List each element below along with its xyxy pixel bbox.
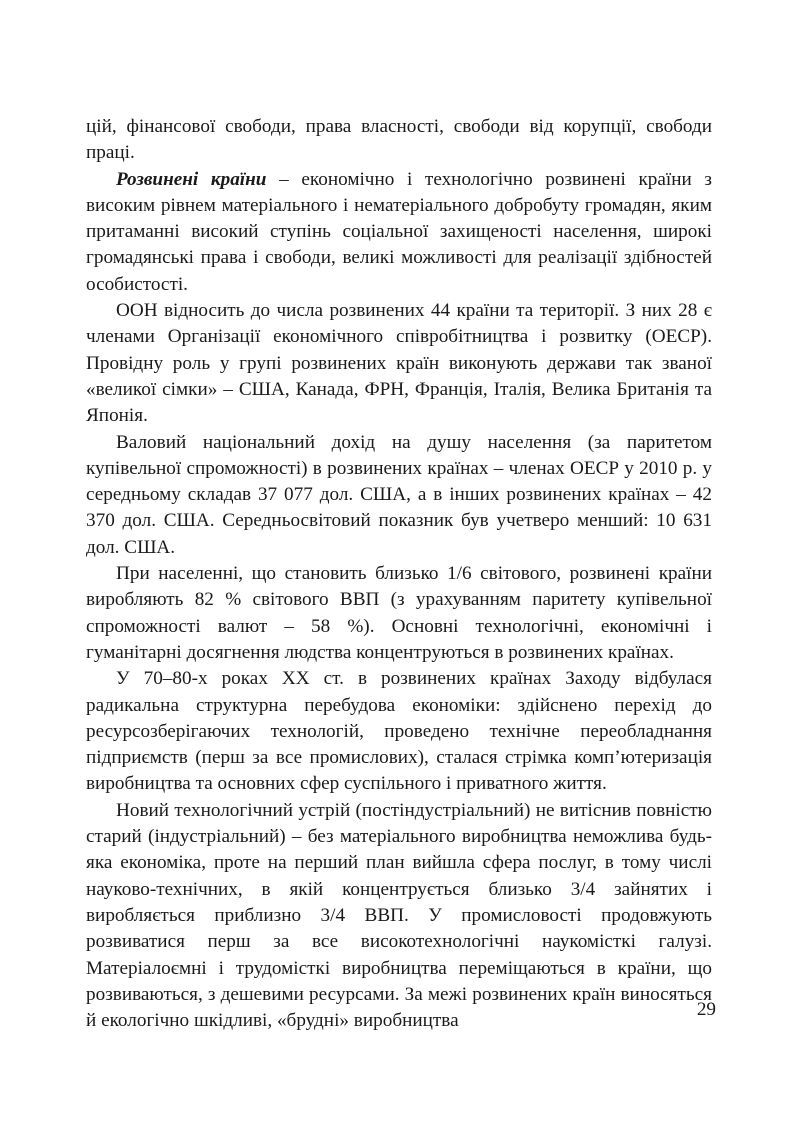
paragraph-un-classification [86, 298, 712, 429]
paragraph-gdp-share [86, 561, 712, 666]
defined-term: Розвинені країни [116, 168, 267, 190]
paragraph-text: При населенні, що становить близько 1/6 світового, розвинені країни виробляють 82 % світового ВВП (з урахуванням паритету купівельної спроможності валют – 58 %). Основні технологічні, економічні і гуманітарні досягнення людства концентруються в розвинених країнах. [86, 563, 712, 663]
page-number: 29 [696, 999, 716, 1020]
paragraph-post-industrial [86, 798, 712, 1035]
page-body [86, 114, 712, 1034]
paragraph-text: цій, фінансової свободи, права власності, свободи від корупції, свободи праці. [86, 116, 712, 164]
paragraph-developed-countries-definition [86, 167, 712, 298]
paragraph-text: У 70–80-х роках ХХ ст. в розвинених країнах Заходу відбулася радикальна структурна перебудова економіки: здійснено перехід до ресурсозберігаючих технологій, проведено технічне переобладнання підприємств (перш за все промислових), сталася стрімка комп’ютеризація виробництва та основних сфер суспільного і приватного життя. [86, 668, 712, 795]
paragraph-text: ООН відносить до числа розвинених 44 країни та території. З них 28 є членами Організації економічного співробітництва і розвитку (ОЕСР). Провідну роль у групі розвинених країн виконують держави так званої «великої сімки» – США, Канада, ФРН, Франція, Італія, Велика Британія та Японія. [86, 300, 712, 427]
paragraph-text: Валовий національний дохід на душу населення (за паритетом купівельної спроможності) в розвинених країнах – членах ОЕСР у 2010 р. у середньому складав 37 077 дол. США, а в інших розвинених країнах – 42 370 дол. США. Середньосвітовий показник був учетверо менший: 10 631 дол. США. [86, 431, 712, 558]
paragraph-continued [86, 114, 712, 167]
paragraph-gni-per-capita [86, 430, 712, 561]
paragraph-structural-restructuring [86, 666, 712, 797]
paragraph-text: – економічно і технологічно розвинені країни з високим рівнем матеріального і нематеріального добробуту громадян, яким притаманні високий ступінь соціальної захищеності населення, широкі громадянські права і свободи, великі можливості для реалізації здібностей особистості. [86, 168, 712, 295]
paragraph-text: Новий технологічний устрій (постіндустріальний) не витіснив повністю старий (індустріальний) – без матеріального виробництва неможлива будь-яка економіка, проте на перший план вийшла сфера послуг, в тому числі науково-технічних, в якій концентрується близько 3/4 зайнятих і виробляється приблизно 3/4 ВВП. У промисловості продовжують розвиватися перш за все високотехнологічні наукомісткі галузі. Матеріалоємні і трудомісткі виробництва переміщаються в країни, що розвиваються, з дешевими ресурсами. За межі розвинених країн виносяться й екологічно шкідливі, «брудні» виробництва [86, 799, 712, 1032]
